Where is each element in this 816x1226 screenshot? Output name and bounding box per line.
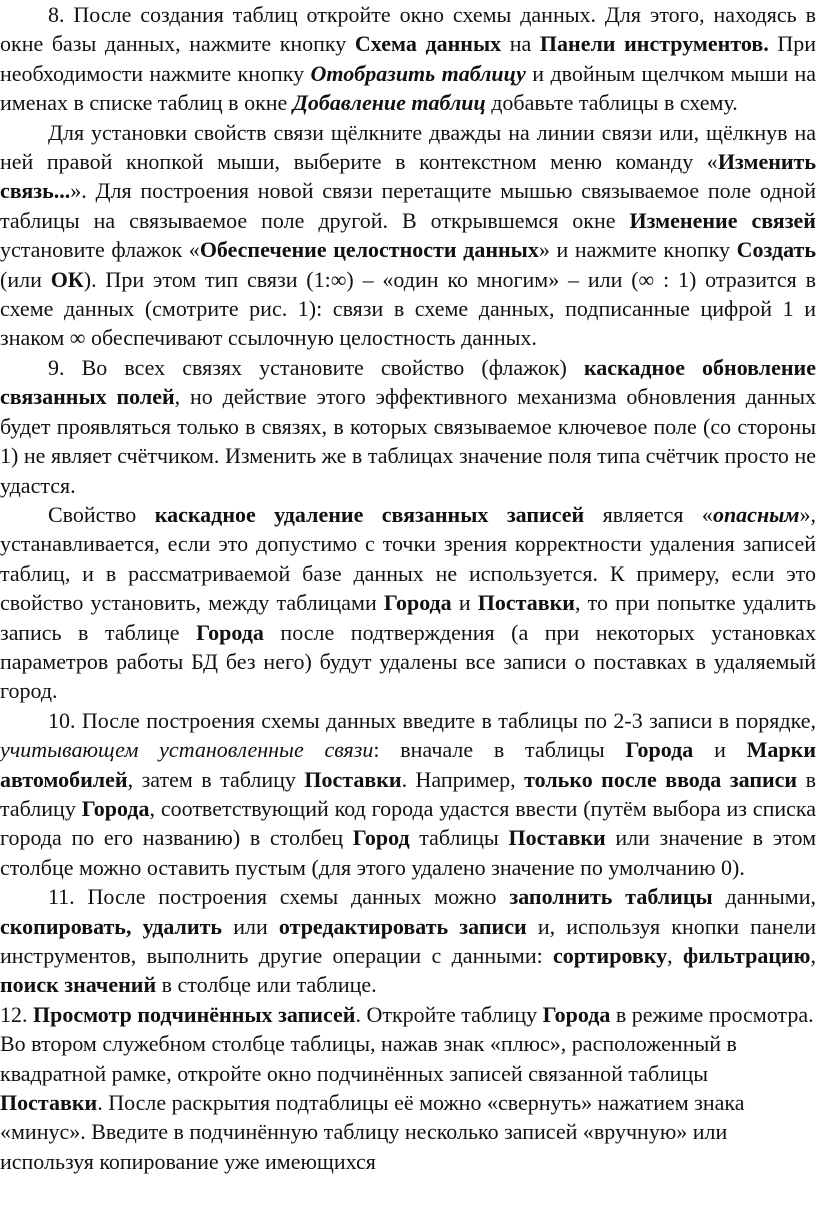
bold-italic-term-show-table: Отобразить таблицу (310, 60, 526, 86)
text-run: на (501, 31, 540, 57)
bold-term-integrity: Обеспечение целостности данных (199, 237, 539, 263)
text-run: », устанавливается, если это допустимо с точки зрения корректности удаления записей таблиц, и в рассматриваемой базе данных не используется. К примеру, если это свойство установить, между таблицами (0, 501, 816, 616)
text-run: Для установки свойств связи щёлкните дважды на линии связи или, щёлкнув на ней правой кнопкой мыши, выберите в контекстном меню команду « (0, 119, 816, 175)
text-run: и (451, 590, 478, 616)
text-run: . Например, (401, 766, 525, 792)
text-run: . Откройте таблицу (355, 1001, 543, 1027)
text-run: : вначале в таблицы (373, 737, 626, 763)
bold-term-ok: ОК (50, 266, 84, 292)
text-run: 11. После построения схемы данных можно (48, 884, 510, 910)
bold-term-supplies: Поставки (304, 766, 402, 792)
text-run: 9. Во всех связях установите свойство (флажок) (48, 354, 584, 380)
text-run: 12. (0, 1001, 33, 1027)
bold-term-car-brands: Марки автомобилей (0, 737, 816, 792)
text-run: добавьте таблицы в схему. (485, 90, 738, 116)
bold-term-edit-link: Изменить связь... (0, 149, 816, 204)
text-run: таблицы (409, 825, 509, 851)
bold-term-copy-delete: скопировать, удалить (0, 913, 223, 939)
bold-term-cities: Города (383, 590, 452, 616)
bold-term-cities: Города (81, 795, 150, 821)
bold-term-cascade-delete: каскадное удаление связанных записей (154, 501, 585, 527)
bold-term-filtering: фильтрацию (682, 943, 811, 968)
text-run: в таблицу (0, 766, 816, 821)
bold-term-city-column: Город (352, 825, 410, 851)
bold-term-cities: Города (542, 1001, 611, 1027)
text-run: или (222, 913, 279, 939)
text-run: , но действие этого эффективного механизма обновления данных будет проявляться только в связях, в которых связываемое ключевое поле (со стороны 1) не являет счётчиком. Изменить же в таблицах значение поля типа счётчик просто не удастся. (0, 384, 816, 498)
text-run: в столбце или таблице. (156, 972, 377, 998)
paragraph-cascade-delete (0, 500, 816, 706)
bold-term-supplies: Поставки (508, 825, 606, 851)
text-run: является « (584, 501, 713, 527)
text-run: ». Для построения новой связи перетащите мышью связываемое поле одной таблицы на связываемое поле другой. В открывшемся окне (0, 178, 816, 233)
bold-term-cascade-update: каскадное обновление связанных полей (0, 354, 816, 410)
text-run: ). При этом тип связи (1:∞) – «один ко многим» – или (∞ : 1) отразится в схеме данных (смотрите рис. 1): связи в схеме данных, подписанные цифрой 1 и знаком ∞ обеспечивают ссылочную целостность данных. (0, 266, 816, 351)
bold-term-only-after: только после ввода записи (524, 766, 798, 792)
bold-term-sorting: сортировку (553, 943, 668, 968)
bold-term-edit-links-window: Изменение связей (629, 207, 816, 233)
text-run: , (810, 943, 816, 968)
bold-term-toolbar: Панели инструментов. (539, 31, 769, 57)
text-run: , соответствующий код города удастся ввести (путём выбора из списка города по его названию) в столбец (0, 795, 816, 851)
text-run: , затем в таблицу (127, 766, 305, 792)
italic-term-respecting-links: учитывающем установленные связи (0, 737, 374, 763)
text-run: и двойным щелчком мыши на именах в списке таблиц в окне (0, 60, 816, 116)
text-run: и, используя кнопки панели инструментов, выполнить другие операции с данными: (0, 913, 816, 968)
paragraph-step-10 (0, 706, 816, 882)
text-run: (или (0, 266, 51, 292)
text-run: Свойство (48, 501, 155, 527)
paragraph-step-12 (0, 1000, 816, 1176)
bold-term-subrecords: Просмотр подчинённых записей (33, 1001, 356, 1027)
bold-term-cities: Города (625, 737, 694, 763)
text-run: данными, (712, 884, 816, 910)
text-run: . После раскрытия подтаблицы её можно «свернуть» нажатием знака «минус». Введите в подчинённую таблицу несколько записей «вручную» или используя копирование уже имеющихся (0, 1090, 745, 1174)
text-run: после подтверждения (а при некоторых установках параметров работы БД без него) будут удалены все записи о поставках в удаляемый город. (0, 619, 816, 704)
text-run: , (667, 943, 683, 968)
text-run: 10. После построения схемы данных введите в таблицы по 2-3 записи в порядке, (48, 707, 816, 733)
text-run: » и нажмите кнопку (538, 237, 737, 263)
paragraph-link-properties (0, 118, 816, 353)
text-run: или значение в этом столбце можно оставить пустым (для этого удалено значение по умолчанию 0). (0, 825, 816, 880)
bold-term-supplies: Поставки (0, 1090, 98, 1116)
bold-italic-term-dangerous: опасным (712, 501, 800, 527)
bold-term-cities: Города (196, 619, 264, 645)
text-run: 8. После создания таблиц откройте окно схемы данных. Для этого, находясь в окне базы данных, нажмите кнопку (0, 2, 816, 57)
text-run: , то при попытке удалить запись в таблице (0, 590, 816, 645)
text-run: в режиме просмотра. Во втором служебном столбце таблицы, нажав знак «плюс», расположенный в квадратной рамке, откройте окно подчинённых записей связанной таблицы (0, 1001, 814, 1086)
paragraph-step-9 (0, 353, 816, 500)
paragraph-step-11 (0, 882, 816, 1000)
bold-italic-term-add-tables: Добавление таблиц (292, 90, 486, 116)
bold-term-edit-records: отредактировать записи (278, 913, 527, 939)
bold-term-fill-tables: заполнить таблицы (509, 884, 713, 910)
bold-term-supplies: Поставки (477, 590, 575, 616)
bold-term-create: Создать (736, 237, 816, 263)
text-run: и (693, 737, 747, 763)
text-run: установите флажок « (0, 237, 200, 263)
paragraph-step-8 (0, 0, 816, 118)
text-run: При необходимости нажмите кнопку (0, 31, 816, 86)
bold-term-schema-button: Схема данных (354, 31, 502, 57)
bold-term-search: поиск значений (0, 972, 157, 998)
